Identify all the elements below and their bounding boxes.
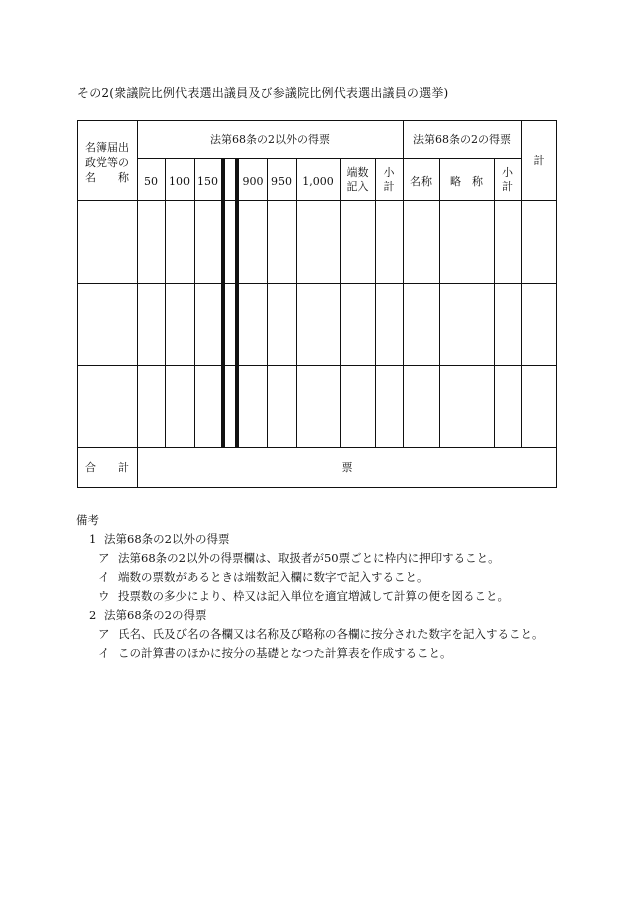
grand-total-header: 計 [533,154,545,167]
subtotal-header-other: 小 計 [383,166,395,193]
party-name-header: 名簿届出 政党等の 名 称 [85,141,129,184]
col-1000: 1,000 [302,175,334,188]
total-row-unit: 票 [341,461,353,474]
col-950: 950 [271,175,292,188]
subtotal-header-68-2: 小 計 [502,166,513,193]
abbrev-header: 略 称 [450,175,483,188]
group-header-other: 法第68条の2以外の得票 [210,133,330,146]
col-900: 900 [242,175,264,188]
col-150: 150 [197,175,218,188]
page-title: その2(衆議院比例代表選出議員及び参議院比例代表選出議員の選挙) [77,86,449,100]
name-header: 名称 [410,175,432,188]
total-row-label: 合 計 [85,461,129,474]
group-header-68-2: 法第68条の2の得票 [413,133,511,146]
col-100: 100 [169,175,190,188]
col-50: 50 [144,175,158,188]
fraction-entry-header: 端数 記入 [346,166,369,193]
